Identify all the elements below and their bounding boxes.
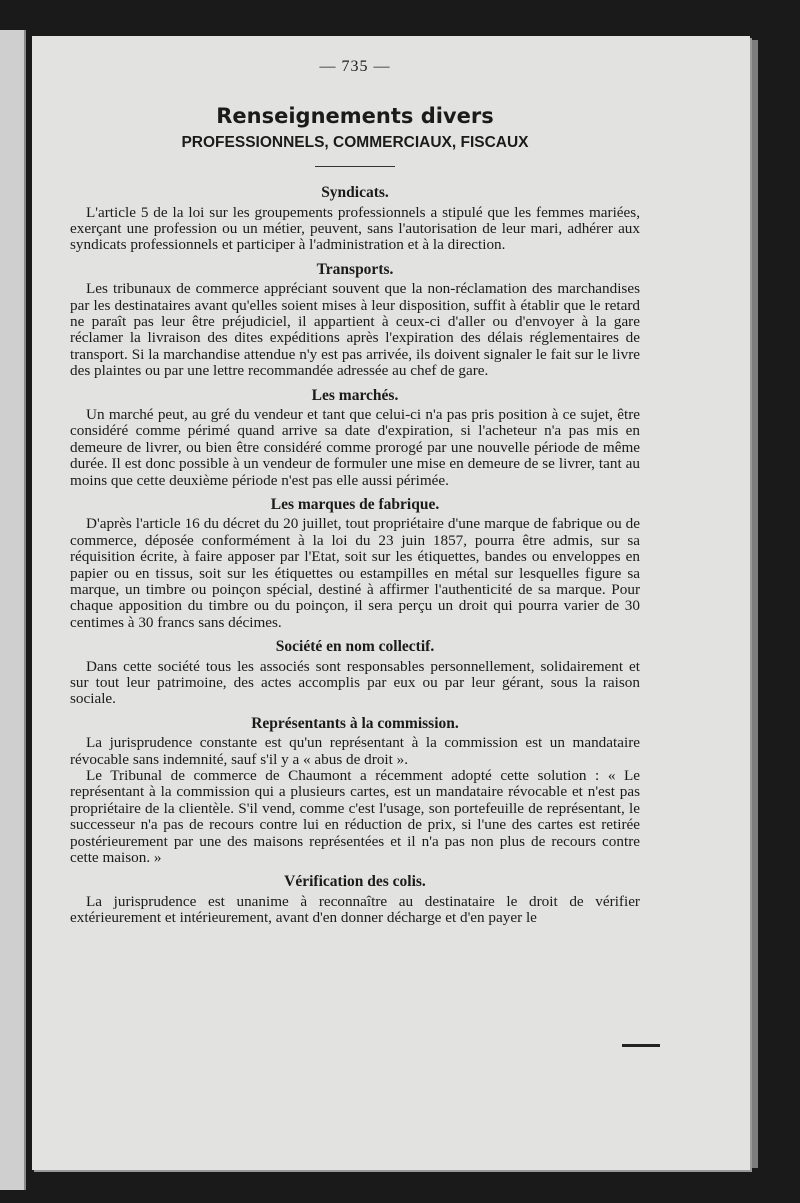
adjacent-page-edge xyxy=(0,30,26,1190)
page-title: Renseignements divers xyxy=(216,104,494,128)
print-mark xyxy=(622,1044,660,1047)
paragraph: L'article 5 de la loi sur les groupements professionnels a stipulé que les femmes mariées, exerçant une profession ou un métier, peuvent, sans l'autorisation de leur mari, adhérer aux syndicats professionnels et participer à l'administration et à la direction. xyxy=(70,203,640,254)
section-representants-commission xyxy=(70,714,640,867)
section-title: Vérification des colis. xyxy=(284,873,426,891)
paragraph: D'après l'article 16 du décret du 20 juillet, tout propriétaire d'une marque de fabrique ou de commerce, déposée conformément à la loi du 23 juin 1857, pourra être admis, sur sa réquisition écrite, à faire apposer par l'Etat, soit sur les étiquettes, bandes ou enveloppes en papier ou en tissus, soit sur les étiquettes ou estampilles en métal sur lesquelles figure sa marque, un timbre ou poinçon spécial, destiné à affirmer l'authenticité de sa marque. Pour chaque apposition du timbre ou du poinçon, il sera perçu un droit qui pourra varier de 30 centimes à 30 francs sans décimes. xyxy=(70,515,640,631)
page-content xyxy=(70,58,640,933)
section-title: Les marchés. xyxy=(311,386,399,404)
paragraph: Le Tribunal de commerce de Chaumont a récemment adopté cette solution : « Le représentant à la commission qui a plusieurs cartes, est un mandataire révocable et n'est pas propriétaire de la clientèle. S'il vend, comme c'est l'usage, son portefeuille de représentant, le successeur n'a pas de recours contre lui en réduction de prix, si l'une des cartes est retirée postérieurement par une des maisons représentées et il n'a pas non plus de recours contre cette maison. » xyxy=(70,766,640,866)
title-divider xyxy=(315,166,395,167)
paragraph: Un marché peut, au gré du vendeur et tant que celui-ci n'a pas pris position à ce sujet, être considéré comme périmé quand arrive sa date d'expiration, si l'acheteur n'a pas mis en demeure de livrer, ou bien être considéré comme prorogé par une nouvelle période de même durée. Il est donc possible à un vendeur de formuler une mise en demeure de se livrer, tant au moins que cette deuxième période n'est pas elle aussi périmée. xyxy=(70,405,640,489)
section-title: Syndicats. xyxy=(321,184,389,202)
paragraph: Les tribunaux de commerce appréciant souvent que la non-réclamation des marchandises par les destinataires avant qu'elles soient mises à leur disposition, suffit à établir que le retard ne paraît pas leur être préjudiciel, il appartient à ceux-ci d'aller ou d'envoyer à la gare réclamer la livraison des dites expéditions après l'expiration des délais réglementaires de transport. Si la marchandise attendue n'y est pas arrivée, ils doivent signaler le fait sur le livre des plaintes ou par une lettre recommandée adressée au chef de gare. xyxy=(70,280,640,380)
page-stack-edge xyxy=(752,40,758,1168)
section-title: Société en nom collectif. xyxy=(275,638,435,656)
section-title: Les marques de fabrique. xyxy=(270,495,440,513)
section-title: Représentants à la commission. xyxy=(251,714,459,732)
section-transports xyxy=(70,260,640,380)
section-marques-de-fabrique xyxy=(70,495,640,631)
section-marches xyxy=(70,386,640,489)
section-title: Transports. xyxy=(316,260,394,278)
section-syndicats xyxy=(70,183,640,254)
page-number: — 735 — xyxy=(319,58,391,75)
paragraph: Dans cette société tous les associés sont responsables personnellement, solidairement et sur tout leur patrimoine, des actes accomplis par eux ou par leur gérant, sous la raison sociale. xyxy=(70,657,640,708)
section-societe-nom-collectif xyxy=(70,637,640,708)
paragraph: La jurisprudence constante est qu'un représentant à la commission est un mandataire révocable sans indemnité, sauf s'il y a « abus de droit ». xyxy=(70,734,640,768)
section-verification-colis xyxy=(70,872,640,926)
page-subtitle: PROFESSIONNELS, COMMERCIAUX, FISCAUX xyxy=(181,134,529,152)
paragraph: La jurisprudence est unanime à reconnaître au destinataire le droit de vérifier extérieurement et intérieurement, avant d'en donner décharge et d'en payer le xyxy=(70,892,640,927)
